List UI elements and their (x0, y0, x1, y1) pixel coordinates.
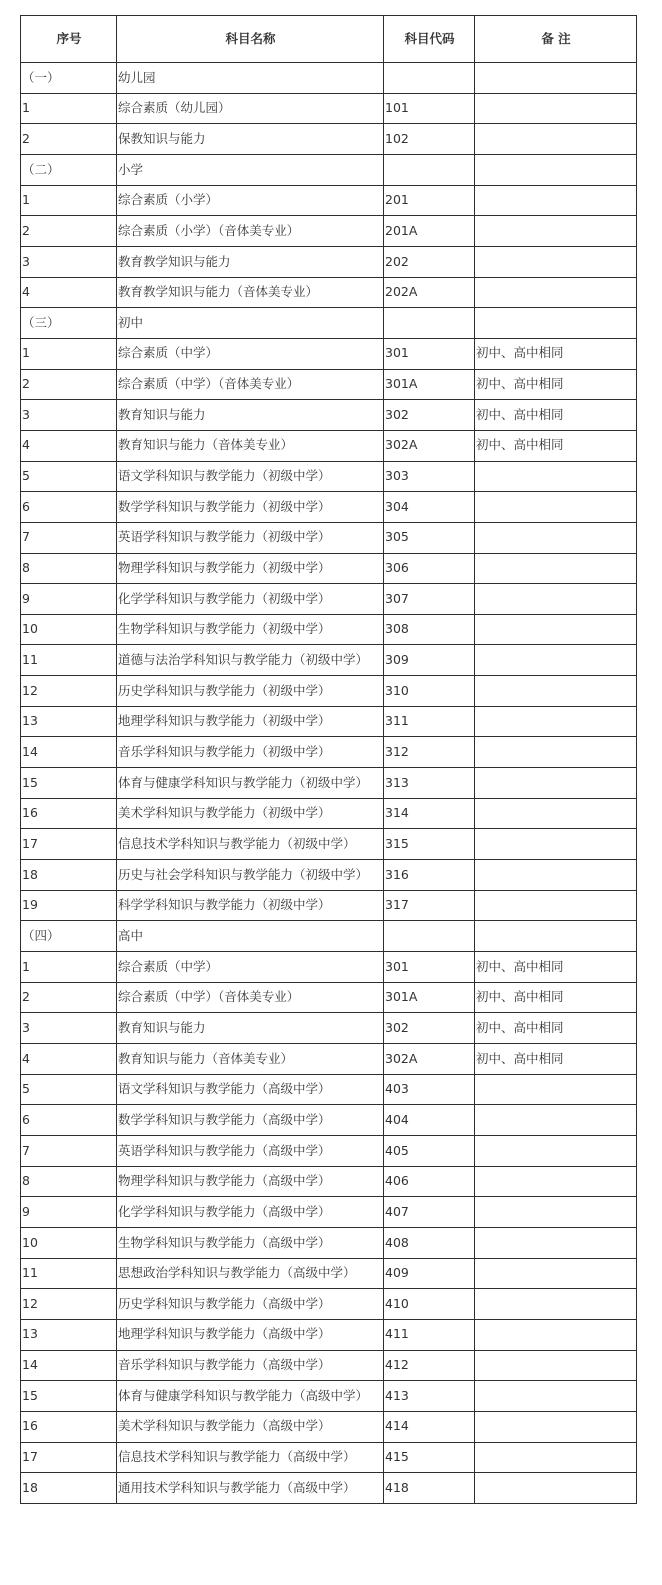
subject-name-cell: 数学学科知识与教学能力（初级中学） (117, 492, 384, 523)
note-cell (475, 768, 637, 799)
seq-cell: 1 (21, 952, 117, 983)
table-row (21, 400, 637, 431)
subject-code-cell: 314 (384, 798, 475, 829)
seq-cell: 4 (21, 277, 117, 308)
subject-name-cell: 英语学科知识与教学能力（初级中学） (117, 522, 384, 553)
subject-code-cell: 307 (384, 584, 475, 615)
table-row (21, 1258, 637, 1289)
seq-cell: 1 (21, 93, 117, 124)
seq-cell: 19 (21, 890, 117, 921)
subject-code-cell (384, 63, 475, 94)
seq-cell: （四） (21, 921, 117, 952)
table-row (21, 768, 637, 799)
note-cell (475, 1411, 637, 1442)
note-cell: 初中、高中相同 (475, 430, 637, 461)
subject-name-cell: 综合素质（小学）（音体美专业） (117, 216, 384, 247)
note-cell (475, 890, 637, 921)
subject-code-cell: 301 (384, 338, 475, 369)
subject-name-cell: 高中 (117, 921, 384, 952)
note-cell (475, 492, 637, 523)
subject-code-cell: 405 (384, 1135, 475, 1166)
subject-code-cell: 312 (384, 737, 475, 768)
subject-name-cell: 教育知识与能力 (117, 400, 384, 431)
table-row (21, 829, 637, 860)
table-row (21, 124, 637, 155)
note-cell (475, 63, 637, 94)
table-row (21, 63, 637, 94)
subject-name-cell: 音乐学科知识与教学能力（初级中学） (117, 737, 384, 768)
subject-name-cell: 教育知识与能力（音体美专业） (117, 430, 384, 461)
table-row (21, 952, 637, 983)
subject-code-cell: 302 (384, 400, 475, 431)
seq-cell: 6 (21, 492, 117, 523)
subject-name-cell: 初中 (117, 308, 384, 339)
subject-code-cell: 202 (384, 246, 475, 277)
note-cell (475, 124, 637, 155)
subject-code-cell: 302A (384, 1044, 475, 1075)
subject-code-cell: 302 (384, 1013, 475, 1044)
subject-code-cell: 418 (384, 1473, 475, 1504)
subject-name-cell: 语文学科知识与教学能力（初级中学） (117, 461, 384, 492)
subject-code-cell: 316 (384, 860, 475, 891)
seq-cell: 8 (21, 553, 117, 584)
subject-code-cell: 303 (384, 461, 475, 492)
table-row (21, 369, 637, 400)
subject-name-cell: 英语学科知识与教学能力（高级中学） (117, 1135, 384, 1166)
note-cell (475, 522, 637, 553)
seq-cell: 5 (21, 1074, 117, 1105)
subject-code-cell: 201 (384, 185, 475, 216)
subject-name-cell: 通用技术学科知识与教学能力（高级中学） (117, 1473, 384, 1504)
seq-cell: 12 (21, 676, 117, 707)
note-cell: 初中、高中相同 (475, 338, 637, 369)
table-row (21, 706, 637, 737)
subject-code-cell: 315 (384, 829, 475, 860)
subject-name-cell: 保教知识与能力 (117, 124, 384, 155)
note-cell (475, 185, 637, 216)
table-body (21, 63, 637, 1504)
seq-cell: 3 (21, 246, 117, 277)
table-row (21, 1411, 637, 1442)
note-cell (475, 154, 637, 185)
table-row (21, 1013, 637, 1044)
seq-cell: 10 (21, 1227, 117, 1258)
seq-cell: 13 (21, 1319, 117, 1350)
table-row (21, 1166, 637, 1197)
note-cell (475, 246, 637, 277)
subject-name-cell: 综合素质（幼儿园） (117, 93, 384, 124)
table-row (21, 1319, 637, 1350)
subject-name-cell: 生物学科知识与教学能力（初级中学） (117, 614, 384, 645)
table-row (21, 676, 637, 707)
seq-cell: （二） (21, 154, 117, 185)
table-row (21, 614, 637, 645)
subject-code-cell: 301 (384, 952, 475, 983)
table-row (21, 154, 637, 185)
table-row (21, 246, 637, 277)
note-cell (475, 798, 637, 829)
seq-cell: 13 (21, 706, 117, 737)
seq-cell: 16 (21, 798, 117, 829)
subject-code-cell: 413 (384, 1381, 475, 1412)
seq-cell: 17 (21, 1442, 117, 1473)
table-row (21, 492, 637, 523)
subject-name-cell: 物理学科知识与教学能力（初级中学） (117, 553, 384, 584)
subject-name-cell: 地理学科知识与教学能力（初级中学） (117, 706, 384, 737)
note-cell: 初中、高中相同 (475, 369, 637, 400)
note-cell (475, 1381, 637, 1412)
table-row (21, 798, 637, 829)
subject-code-cell: 406 (384, 1166, 475, 1197)
table-header-row (21, 16, 637, 63)
seq-cell: 4 (21, 430, 117, 461)
subject-name-cell: 信息技术学科知识与教学能力（高级中学） (117, 1442, 384, 1473)
table-row (21, 277, 637, 308)
table-row (21, 308, 637, 339)
note-cell: 初中、高中相同 (475, 1044, 637, 1075)
subject-name-cell: 教育知识与能力 (117, 1013, 384, 1044)
table-row (21, 461, 637, 492)
seq-cell: 15 (21, 768, 117, 799)
subject-code-cell: 311 (384, 706, 475, 737)
note-cell (475, 1074, 637, 1105)
subject-code-cell: 302A (384, 430, 475, 461)
subject-name-cell: 科学学科知识与教学能力（初级中学） (117, 890, 384, 921)
seq-cell: 14 (21, 737, 117, 768)
table-row (21, 1473, 637, 1504)
table-row (21, 553, 637, 584)
seq-cell: 12 (21, 1289, 117, 1320)
note-cell (475, 461, 637, 492)
note-cell (475, 1350, 637, 1381)
subject-code-cell: 101 (384, 93, 475, 124)
seq-cell: 15 (21, 1381, 117, 1412)
subject-name-cell: 化学学科知识与教学能力（高级中学） (117, 1197, 384, 1228)
subject-name-cell: 教育知识与能力（音体美专业） (117, 1044, 384, 1075)
seq-cell: 7 (21, 522, 117, 553)
subjects-table (20, 15, 637, 1504)
note-cell (475, 1319, 637, 1350)
table-row (21, 1197, 637, 1228)
subject-code-cell: 403 (384, 1074, 475, 1105)
seq-cell: 8 (21, 1166, 117, 1197)
subject-name-cell: 体育与健康学科知识与教学能力（初级中学） (117, 768, 384, 799)
subject-name-cell: 地理学科知识与教学能力（高级中学） (117, 1319, 384, 1350)
seq-cell: （三） (21, 308, 117, 339)
subject-code-cell: 317 (384, 890, 475, 921)
table-row (21, 1105, 637, 1136)
note-cell (475, 676, 637, 707)
subject-name-cell: 综合素质（中学）（音体美专业） (117, 369, 384, 400)
seq-cell: 7 (21, 1135, 117, 1166)
subject-code-cell: 415 (384, 1442, 475, 1473)
subject-code-cell (384, 308, 475, 339)
note-cell: 初中、高中相同 (475, 952, 637, 983)
header-note: 备 注 (475, 16, 637, 63)
table-row (21, 185, 637, 216)
table-row (21, 1044, 637, 1075)
subject-code-cell: 409 (384, 1258, 475, 1289)
table-row (21, 1381, 637, 1412)
subject-name-cell: 体育与健康学科知识与教学能力（高级中学） (117, 1381, 384, 1412)
note-cell (475, 1227, 637, 1258)
subject-code-cell: 202A (384, 277, 475, 308)
subject-code-cell: 414 (384, 1411, 475, 1442)
note-cell (475, 277, 637, 308)
subject-name-cell: 信息技术学科知识与教学能力（初级中学） (117, 829, 384, 860)
subject-code-cell: 404 (384, 1105, 475, 1136)
subject-code-cell: 305 (384, 522, 475, 553)
subject-name-cell: 幼儿园 (117, 63, 384, 94)
seq-cell: 11 (21, 645, 117, 676)
subject-name-cell: 综合素质（中学） (117, 338, 384, 369)
subject-name-cell: 综合素质（小学） (117, 185, 384, 216)
subject-name-cell: 历史与社会学科知识与教学能力（初级中学） (117, 860, 384, 891)
seq-cell: 17 (21, 829, 117, 860)
seq-cell: 4 (21, 1044, 117, 1075)
seq-cell: 11 (21, 1258, 117, 1289)
seq-cell: 1 (21, 338, 117, 369)
subject-code-cell: 411 (384, 1319, 475, 1350)
note-cell (475, 584, 637, 615)
note-cell (475, 1442, 637, 1473)
subject-name-cell: 道德与法治学科知识与教学能力（初级中学） (117, 645, 384, 676)
note-cell (475, 829, 637, 860)
subject-code-cell: 308 (384, 614, 475, 645)
table-row (21, 921, 637, 952)
note-cell (475, 1473, 637, 1504)
table-row (21, 1350, 637, 1381)
subject-code-cell (384, 154, 475, 185)
subject-name-cell: 化学学科知识与教学能力（初级中学） (117, 584, 384, 615)
subject-code-cell: 412 (384, 1350, 475, 1381)
subject-code-cell: 310 (384, 676, 475, 707)
table-row (21, 430, 637, 461)
subject-code-cell: 408 (384, 1227, 475, 1258)
seq-cell: 6 (21, 1105, 117, 1136)
table-row (21, 645, 637, 676)
seq-cell: 2 (21, 369, 117, 400)
table-row (21, 890, 637, 921)
table-row (21, 1442, 637, 1473)
table-row (21, 737, 637, 768)
seq-cell: 2 (21, 982, 117, 1013)
seq-cell: 10 (21, 614, 117, 645)
note-cell (475, 1289, 637, 1320)
subject-name-cell: 物理学科知识与教学能力（高级中学） (117, 1166, 384, 1197)
note-cell (475, 553, 637, 584)
subject-name-cell: 综合素质（中学）（音体美专业） (117, 982, 384, 1013)
seq-cell: （一） (21, 63, 117, 94)
subject-code-cell (384, 921, 475, 952)
seq-cell: 9 (21, 1197, 117, 1228)
table-row (21, 522, 637, 553)
table-row (21, 338, 637, 369)
subject-code-cell: 304 (384, 492, 475, 523)
subject-name-cell: 小学 (117, 154, 384, 185)
table-row (21, 584, 637, 615)
note-cell (475, 860, 637, 891)
subject-name-cell: 思想政治学科知识与教学能力（高级中学） (117, 1258, 384, 1289)
subject-code-cell: 313 (384, 768, 475, 799)
seq-cell: 18 (21, 860, 117, 891)
note-cell (475, 737, 637, 768)
subject-name-cell: 音乐学科知识与教学能力（高级中学） (117, 1350, 384, 1381)
table-row (21, 93, 637, 124)
note-cell (475, 1135, 637, 1166)
note-cell (475, 1166, 637, 1197)
note-cell (475, 614, 637, 645)
table-row (21, 1289, 637, 1320)
seq-cell: 2 (21, 216, 117, 247)
seq-cell: 18 (21, 1473, 117, 1504)
subject-name-cell: 综合素质（中学） (117, 952, 384, 983)
table-row (21, 860, 637, 891)
note-cell (475, 1197, 637, 1228)
subject-name-cell: 美术学科知识与教学能力（高级中学） (117, 1411, 384, 1442)
seq-cell: 14 (21, 1350, 117, 1381)
seq-cell: 2 (21, 124, 117, 155)
seq-cell: 1 (21, 185, 117, 216)
table-row (21, 1074, 637, 1105)
subject-code-cell: 410 (384, 1289, 475, 1320)
note-cell (475, 1105, 637, 1136)
subject-name-cell: 数学学科知识与教学能力（高级中学） (117, 1105, 384, 1136)
note-cell (475, 706, 637, 737)
table-row (21, 1227, 637, 1258)
table-row (21, 216, 637, 247)
subject-code-cell: 309 (384, 645, 475, 676)
header-subject-code: 科目代码 (384, 16, 475, 63)
table-row (21, 982, 637, 1013)
subject-code-cell: 102 (384, 124, 475, 155)
note-cell (475, 308, 637, 339)
subject-name-cell: 历史学科知识与教学能力（初级中学） (117, 676, 384, 707)
subject-name-cell: 生物学科知识与教学能力（高级中学） (117, 1227, 384, 1258)
seq-cell: 5 (21, 461, 117, 492)
subject-name-cell: 历史学科知识与教学能力（高级中学） (117, 1289, 384, 1320)
subject-code-cell: 407 (384, 1197, 475, 1228)
note-cell (475, 645, 637, 676)
note-cell (475, 1258, 637, 1289)
header-seq: 序号 (21, 16, 117, 63)
subject-name-cell: 美术学科知识与教学能力（初级中学） (117, 798, 384, 829)
subject-code-cell: 306 (384, 553, 475, 584)
subject-code-cell: 201A (384, 216, 475, 247)
note-cell: 初中、高中相同 (475, 400, 637, 431)
note-cell (475, 216, 637, 247)
table-row (21, 1135, 637, 1166)
subject-name-cell: 语文学科知识与教学能力（高级中学） (117, 1074, 384, 1105)
note-cell: 初中、高中相同 (475, 1013, 637, 1044)
seq-cell: 16 (21, 1411, 117, 1442)
subject-code-cell: 301A (384, 982, 475, 1013)
seq-cell: 9 (21, 584, 117, 615)
note-cell (475, 921, 637, 952)
header-subject-name: 科目名称 (117, 16, 384, 63)
note-cell (475, 93, 637, 124)
seq-cell: 3 (21, 1013, 117, 1044)
subject-code-cell: 301A (384, 369, 475, 400)
subject-name-cell: 教育教学知识与能力 (117, 246, 384, 277)
note-cell: 初中、高中相同 (475, 982, 637, 1013)
seq-cell: 3 (21, 400, 117, 431)
subject-name-cell: 教育教学知识与能力（音体美专业） (117, 277, 384, 308)
